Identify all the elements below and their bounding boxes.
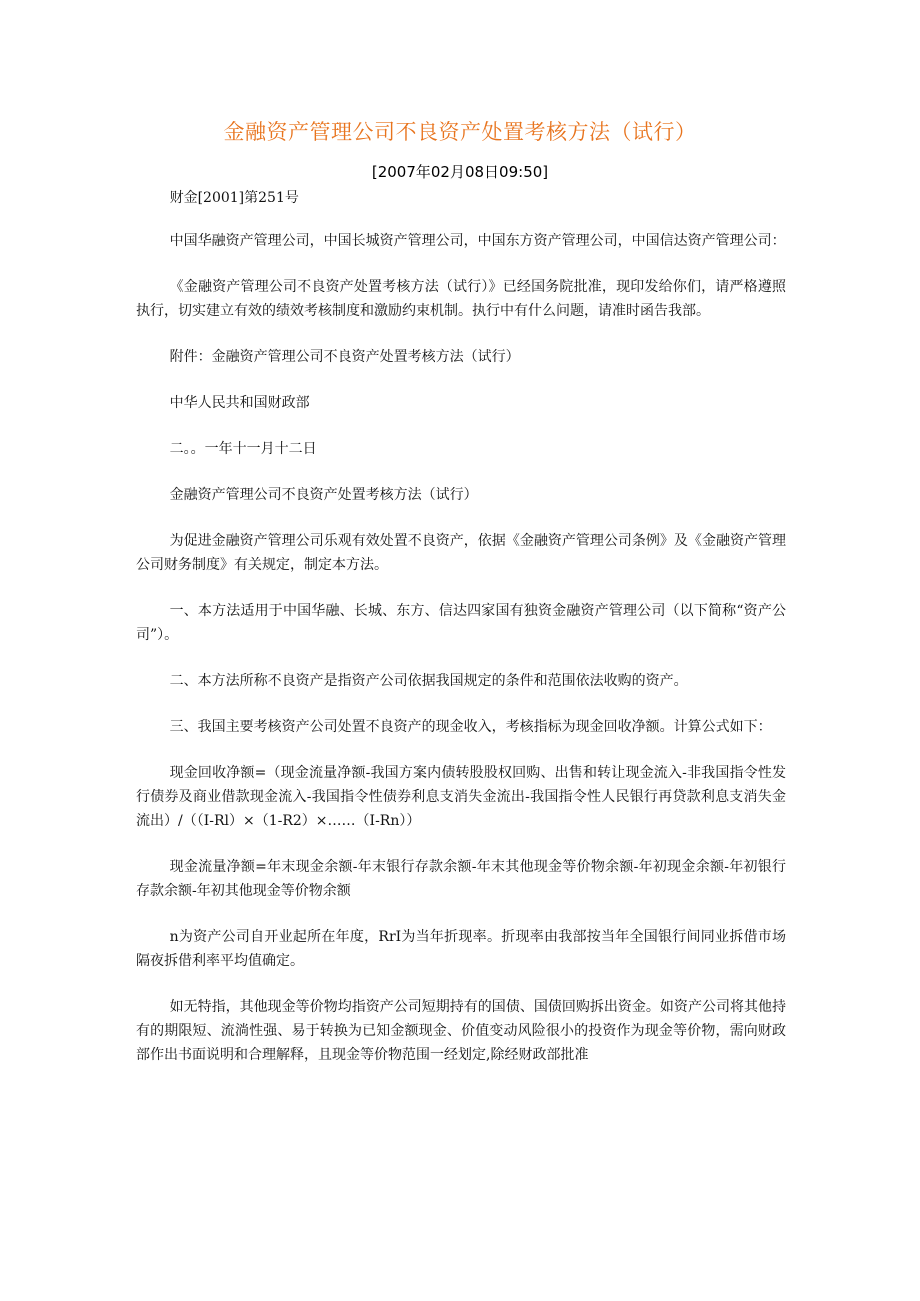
paragraph-formula-net-recovery: 现金回收净额=（现金流量净额-我国方案内债转股股权回购、出售和转让现金流入-非我国指令性发行债券及商业借款现金流入-我国指令性债券利息支消失金流出-我国指令性人民银行再贷款利息支消失金流出）/（（I-Rl）×（1-R2）×……（I-Rn）） xyxy=(136,765,786,829)
paragraph-article-2: 二、本方法所称不良资产是指资产公司依据我国规定的条件和范围依法收购的资产。 xyxy=(169,673,688,689)
paragraph-issuer: 中华人民共和国财政部 xyxy=(169,395,310,411)
paragraph-formula-net-cashflow: 现金流量净额=年末现金余额-年末银行存款余额-年末其他现金等价物余额-年初现金余额-年初银行存款余额-年初其他现金等价物余额 xyxy=(136,859,786,899)
paragraph-purpose: 为促进金融资产管理公司乐观有效处置不良资产，依据《金融资产管理公司条例》及《金融资产管理公司财务制度》有关规定，制定本方法。 xyxy=(136,533,786,573)
paragraph-article-3: 三、我国主要考核资产公司处置不良资产的现金收入，考核指标为现金回收净额。计算公式如下： xyxy=(169,719,772,735)
document-body xyxy=(136,186,786,1089)
paragraph-issue-date: 二。。一年十一月十二日 xyxy=(169,441,317,457)
paragraph-article-1: 一、本方法适用于中国华融、长城、东方、信达四家国有独资金融资产管理公司（以下简称“资产公司”）。 xyxy=(136,603,786,643)
paragraph-notice: 《金融资产管理公司不良资产处置考核方法（试行）》已经国务院批准，现印发给你们，请严格遵照执行，切实建立有效的绩效考核制度和激励约束机制。执行中有什么问题，请准时函告我部。 xyxy=(136,279,786,319)
paragraph-method-title: 金融资产管理公司不良资产处置考核方法（试行） xyxy=(169,487,478,503)
paragraph-cash-equivalents: 如无特指，其他现金等价物均指资产公司短期持有的国债、国债回购拆出资金。如资产公司将其他持有的期限短、流淌性强、易于转换为已知金额现金、价值变动风险很小的投资作为现金等价物，需向财政部作出书面说明和合理解释，且现金等价物范围一经划定,除经财政部批准 xyxy=(136,999,786,1063)
document-title: 金融资产管理公司不良资产处置考核方法（试行） xyxy=(223,120,697,144)
paragraph-addressees: 中国华融资产管理公司，中国长城资产管理公司，中国东方资产管理公司，中国信达资产管理公司： xyxy=(169,233,786,249)
document-number: 财金[2001]第251号 xyxy=(169,190,299,206)
paragraph-discount-rate: n为资产公司自开业起所在年度，RrI为当年折现率。折现率由我部按当年全国银行间同业拆借市场隔夜拆借利率平均值确定。 xyxy=(136,929,786,969)
publish-date: [2007年02月08日09:50] xyxy=(371,163,549,181)
paragraph-attachment: 附件：金融资产管理公司不良资产处置考核方法（试行） xyxy=(169,349,520,365)
